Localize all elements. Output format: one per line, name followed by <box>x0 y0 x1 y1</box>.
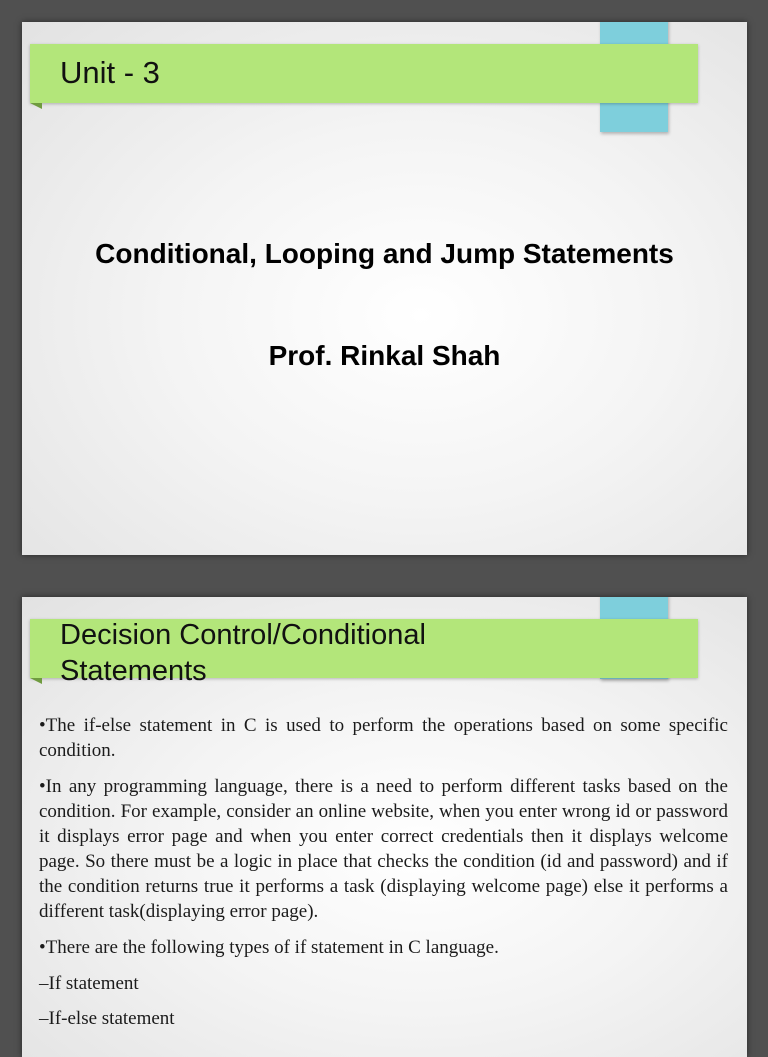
author-name: Prof. Rinkal Shah <box>268 340 501 371</box>
slide-subtitle: Conditional, Looping and Jump Statements <box>95 238 674 269</box>
bullet-paragraph: •There are the following types of if statement in C language. <box>39 937 499 958</box>
bullet-paragraph: •The if-else statement in C is used to perform the operations based on some specific condition. <box>39 715 728 761</box>
slide-title <box>60 617 660 689</box>
slide-body <box>39 713 728 1041</box>
slide-title-line-2: Statements <box>60 655 207 687</box>
content-slide <box>22 597 747 1057</box>
title-bar <box>30 44 698 103</box>
sub-list-item: –If-else statement <box>39 1008 175 1029</box>
sub-list-item: –If statement <box>39 973 139 994</box>
slide-title-line-1: Decision Control/Conditional <box>60 619 426 651</box>
title-bar <box>30 619 698 687</box>
title-slide <box>22 22 747 555</box>
slide-title: Unit - 3 <box>60 55 160 90</box>
bullet-paragraph: •In any programming language, there is a need to perform different tasks based on the condition. For example, consider an online website, when you enter wrong id or password it displays error page and when you enter correct credentials then it displays welcome page. So there must be a logic in place that checks the condition (id and password) and if the condition returns true it performs a task (displaying welcome page) else it performs a different task(displaying error page). <box>39 776 728 922</box>
